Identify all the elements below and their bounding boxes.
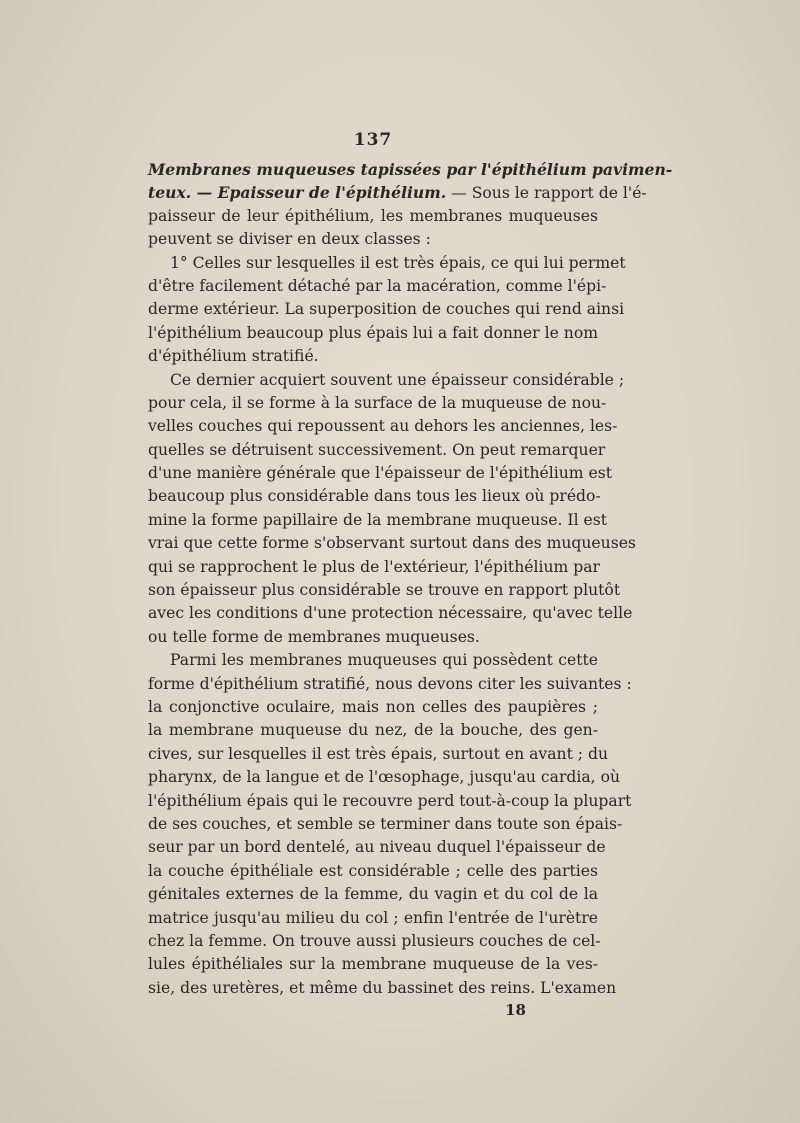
text-line: génitales externes de la femme, du vagin et du col de la (148, 885, 598, 904)
heading-line-1 (148, 158, 673, 181)
text-line: forme d'épithélium stratifié, nous devons citer les suivantes : (148, 674, 632, 693)
page-number: 137 (353, 130, 393, 150)
text-line: la membrane muqueuse du nez, de la bouche, des gen- (148, 721, 598, 740)
signature-mark: 18 (505, 1001, 526, 1020)
text-line: la conjonctive oculaire, mais non celles des paupières ; (148, 697, 598, 716)
text-line: 1° Celles sur lesquelles il est très épais, ce qui lui permet (170, 253, 626, 272)
text-line: beaucoup plus considérable dans tous les lieux où prédo- (148, 487, 601, 506)
text-line: avec les conditions d'une protection nécessaire, qu'avec telle (148, 604, 633, 623)
text-line: son épaisseur plus considérable se trouve en rapport plutôt (148, 581, 621, 600)
text-line: d'épithélium stratifié. (148, 347, 319, 366)
text-line: l'épithélium épais qui le recouvre perd tout-à-coup la plupart (148, 791, 632, 810)
text-line: seur par un bord dentelé, au niveau duquel l'épaisseur de (148, 838, 606, 857)
text-line: d'une manière générale que l'épaisseur de l'épithélium est (148, 464, 613, 483)
text-line: mine la forme papillaire de la membrane muqueuse. Il est (148, 510, 608, 529)
text-line: qui se rapprochent le plus de l'extérieur, l'épithélium par (148, 557, 600, 576)
text-block (148, 130, 673, 1020)
text-line: quelles se détruisent successivement. On peut remarquer (148, 440, 606, 459)
text-line: peuvent se diviser en deux classes : (148, 230, 431, 249)
text-line: la couche épithéliale est considérable ; celle des parties (148, 861, 598, 880)
text-line: l'épithélium beaucoup plus épais lui a fait donner le nom (148, 323, 598, 342)
text-line: derme extérieur. La superposition de couches qui rend ainsi (148, 300, 625, 319)
text-line: paisseur de leur épithélium, les membranes muqueuses (148, 206, 598, 225)
text-line: Ce dernier acquiert souvent une épaisseur considérable ; (170, 370, 625, 389)
text-line: pour cela, il se forme à la surface de la muqueuse de nou- (148, 393, 607, 412)
heading-rest: — Sous le rapport de l'é- (451, 184, 647, 203)
heading-subtitle: teux. — Epaisseur de l'épithélium. (148, 183, 447, 203)
text-line: de ses couches, et semble se terminer dans toute son épais- (148, 814, 623, 833)
text-line: d'être facilement détaché par la macération, comme l'épi- (148, 276, 607, 295)
text-line: velles couches qui repoussent au dehors les anciennes, les- (148, 417, 618, 436)
text-line: chez la femme. On trouve aussi plusieurs couches de cel- (148, 931, 601, 950)
text-line: pharynx, de la langue et de l'œsophage, jusqu'au cardia, où (148, 768, 621, 787)
text-line: ou telle forme de membranes muqueuses. (148, 627, 480, 646)
text-line: vrai que cette forme s'observant surtout dans des muqueuses (148, 534, 636, 553)
heading-line-2 (148, 181, 647, 204)
text-line: matrice jusqu'au milieu du col ; enfin l'entrée de l'urètre (148, 908, 598, 927)
text-line: sie, des uretères, et même du bassinet des reins. L'examen (148, 978, 617, 997)
text-line: Parmi les membranes muqueuses qui possèdent cette (170, 651, 598, 670)
text-line: cives, sur lesquelles il est très épais, surtout en avant ; du (148, 744, 609, 763)
heading-title: Membranes muqueuses tapissées par l'épithélium pavimen- (148, 160, 673, 179)
text-line: lules épithéliales sur la membrane muqueuse de la ves- (148, 955, 598, 974)
